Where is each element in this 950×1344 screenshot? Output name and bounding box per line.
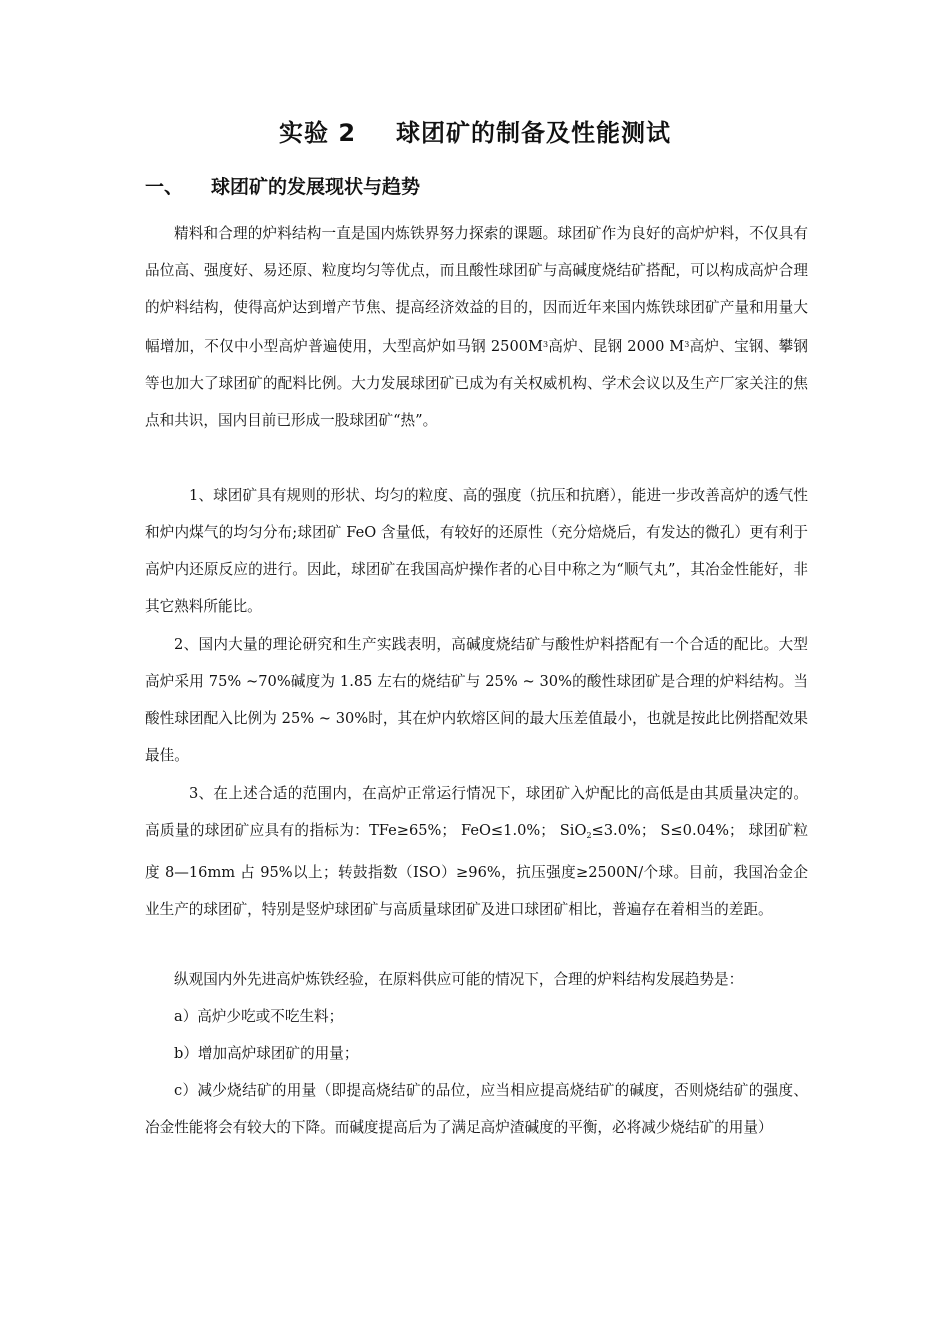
paragraph-3: 2、国内大量的理论研究和生产实践表明，高碱度烧结矿与酸性炉料搭配有一个合适的配比。大型高炉采用 75% ~70%碱度为 1.85 左右的烧结矿与 25% ~ 30%的酸性球团矿是合理的炉料结构。当酸性球团配入比例为 25% ~ 30%时，其在炉内软熔区间的最大压差值最小，也就是按此比例搭配效果最佳。 [145, 636, 808, 764]
subscript-2: 2 [586, 830, 592, 840]
body-block-3 [145, 627, 808, 775]
list-item-a: a）高炉少吃或不吃生料； [174, 1007, 344, 1025]
paragraph-1-part-a: 精料和合理的炉料结构一直是国内炼铁界努力探索的课题。球团矿作为良好的高炉炉料，不仅具有品位高、强度好、易还原、粒度均匀等优点，而且酸性球团矿与高碱度烧结矿搭配，可以构成高炉合理的炉料结构，使得高炉达到增产节焦、提高经济效益的目的，因而近年来国内炼铁球团矿产量和用量大幅增加，不仅中小型高炉普遍使用，大型高炉如马钢 2500M [145, 225, 808, 355]
section-number: 一、 [145, 176, 184, 198]
document-title [0, 116, 950, 150]
paragraph-4-part-b: ≤3.0%； S≤0.04%； 球团矿粒度 8—16mm 占 95%以上；转鼓指数（ISO）≥96%，抗压强度≥2500N/个球。目前，我国冶金企业生产的球团矿，特别是竖炉球团矿与高质量球团矿及进口球团矿相比，普遍存在着相当的差距。 [145, 821, 808, 918]
paragraph-2: 1、球团矿具有规则的形状、均匀的粒度、高的强度（抗压和抗磨），能进一步改善高炉的透气性和炉内煤气的均匀分布;球团矿 FeO 含量低，有较好的还原性（充分焙烧后，有发达的微孔）更有利于高炉内还原反应的进行。因此，球团矿在我国高炉操作者的心目中称之为“顺气丸”，其冶金性能好，非其它熟料所能比。 [145, 487, 808, 615]
paragraph-4 [145, 776, 808, 929]
title-text: 球团矿的制备及性能测试 [396, 119, 672, 147]
superscript-3b: 3 [684, 339, 690, 349]
body-block-4 [145, 776, 808, 929]
paragraph-5: 纵观国内外先进高炉炼铁经验，在原料供应可能的情况下，合理的炉料结构发展趋势是： [174, 971, 744, 988]
list-item-c: c）减少烧结矿的用量（即提高烧结矿的品位，应当相应提高烧结矿的碱度，否则烧结矿的强度、冶金性能将会有较大的下降。而碱度提高后为了满足高炉渣碱度的平衡，必将减少烧结矿的用量） [145, 1081, 808, 1136]
body-block-5 [145, 962, 808, 1147]
section-heading-text: 球团矿的发展现状与趋势 [211, 176, 421, 198]
paragraph-1 [145, 216, 808, 439]
body-block-1 [145, 216, 808, 439]
body-block-2 [145, 478, 808, 626]
title-prefix: 实验 2 [278, 119, 357, 147]
section-heading [145, 172, 420, 202]
paragraph-1-part-c: 高炉、宝钢、攀钢等也加大了球团矿的配料比例。大力发展球团矿已成为有关权威机构、学术会议以及生产厂家关注的焦点和共识，国内目前已形成一股球团矿“热”。 [145, 337, 808, 429]
list-item-b: b）增加高炉球团矿的用量； [174, 1044, 359, 1062]
paragraph-4-part-a: 3、在上述合适的范围内，在高炉正常运行情况下，球团矿入炉配比的高低是由其质量决定的。高质量的球团矿应具有的指标为：TFe≥65%； FeO≤1.0%； SiO [145, 785, 808, 839]
superscript-3: 3 [542, 339, 549, 349]
paragraph-1-part-b: 高炉、昆钢 2000 M [548, 337, 685, 355]
